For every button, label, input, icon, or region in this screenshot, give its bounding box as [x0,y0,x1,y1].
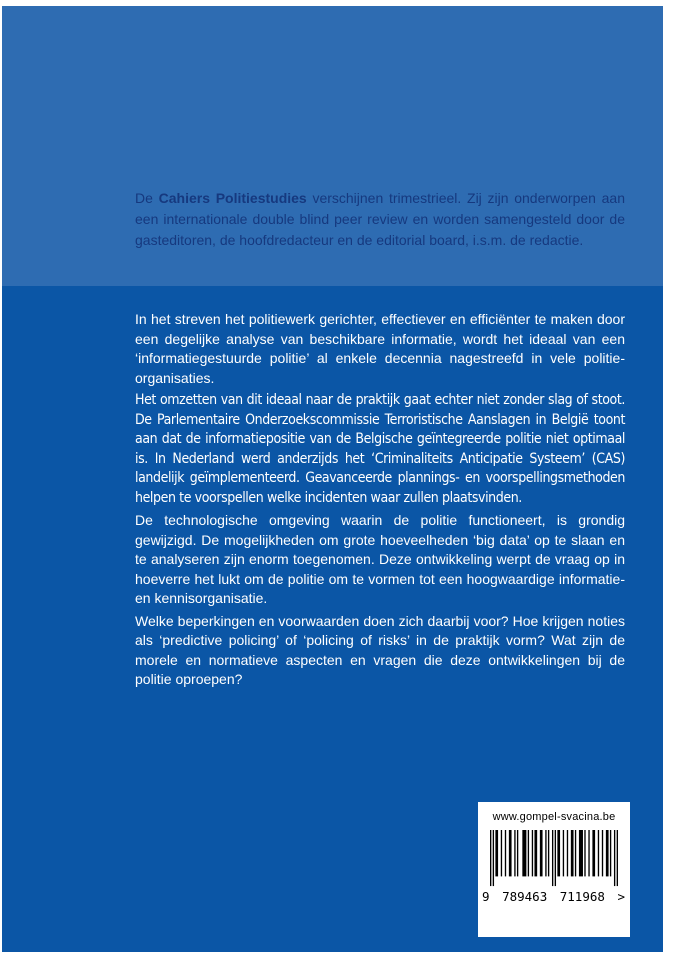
isbn-group-2: 711968 [559,889,605,904]
isbn-first-digit: 9 [482,889,490,904]
cover-top-band [2,6,663,286]
isbn-arrow: > [617,889,625,904]
series-title: Cahiers Politiestudies [158,190,307,206]
cover-main-band [2,286,663,690]
isbn-number [478,889,630,904]
isbn-barcode-block [478,802,630,937]
isbn-group-1: 789463 [502,889,548,904]
blurb-paragraph: De technologische omgeving waarin de politie functioneert, is grondig gewijzigd. De mogelijkheden om grote hoeveelheden ‘big data’ op te slaan en te analyseren zijn enorm toegenomen. Deze ontwikkeling werpt de vraag op in hoeverre het lukt om de politie om te vormen tot een hoogwaardige informatie- en kennisorganisatie. [135,512,625,606]
back-cover-blurb [135,310,625,690]
intro-prefix: De [135,190,153,206]
intro-rest: verschijnen trimestrieel. Zij zijn onderworpen aan een internationale double blind peer review en worden samengesteld door de gasteditoren, de hoofdredacteur en de editorial board, i.s.m. de redactie. [135,190,626,248]
book-back-cover [2,6,663,952]
blurb-paragraph: Welke beperkingen en voorwaarden doen zich daarbij voor? Hoe krijgen noties als ‘predictive policing’ of ‘policing of risks’ in de praktijk vorm? Wat zijn de morele en normatieve aspecten en vragen die deze ontwikkelingen bij de politie oproepen? [135,612,625,687]
series-intro-paragraph [135,6,625,251]
blurb-paragraph: Het omzetten van dit ideaal naar de praktijk gaat echter niet zonder slag of stoot. De Parlementaire Onderzoekscommissie Terroristische Aanslagen in België toont aan dat de informatiepositie van de Belgische geïntegreerde politie niet optimaal is. In Nederland werd anderzijds het ‘Criminaliteits Anticipatie Systeem’ (CAS) landelijk geïmplementeerd. Geavanceerde plannings- en voorspellingsmethoden helpen te voorspellen welke incidenten waar zullen plaatsvinden. [135,392,625,506]
barcode-icon [490,830,618,888]
publisher-website: www.gompel-svacina.be [492,811,616,823]
blurb-paragraph: In het streven het politiewerk gerichter, effectiever en efficiënter te maken door een degelijke analyse van beschikbare informatie, wordt het ideaal van een ‘informatiegestuurde politie’ al enkele decennia nagestreefd in vele politie-organisaties. [135,311,625,386]
